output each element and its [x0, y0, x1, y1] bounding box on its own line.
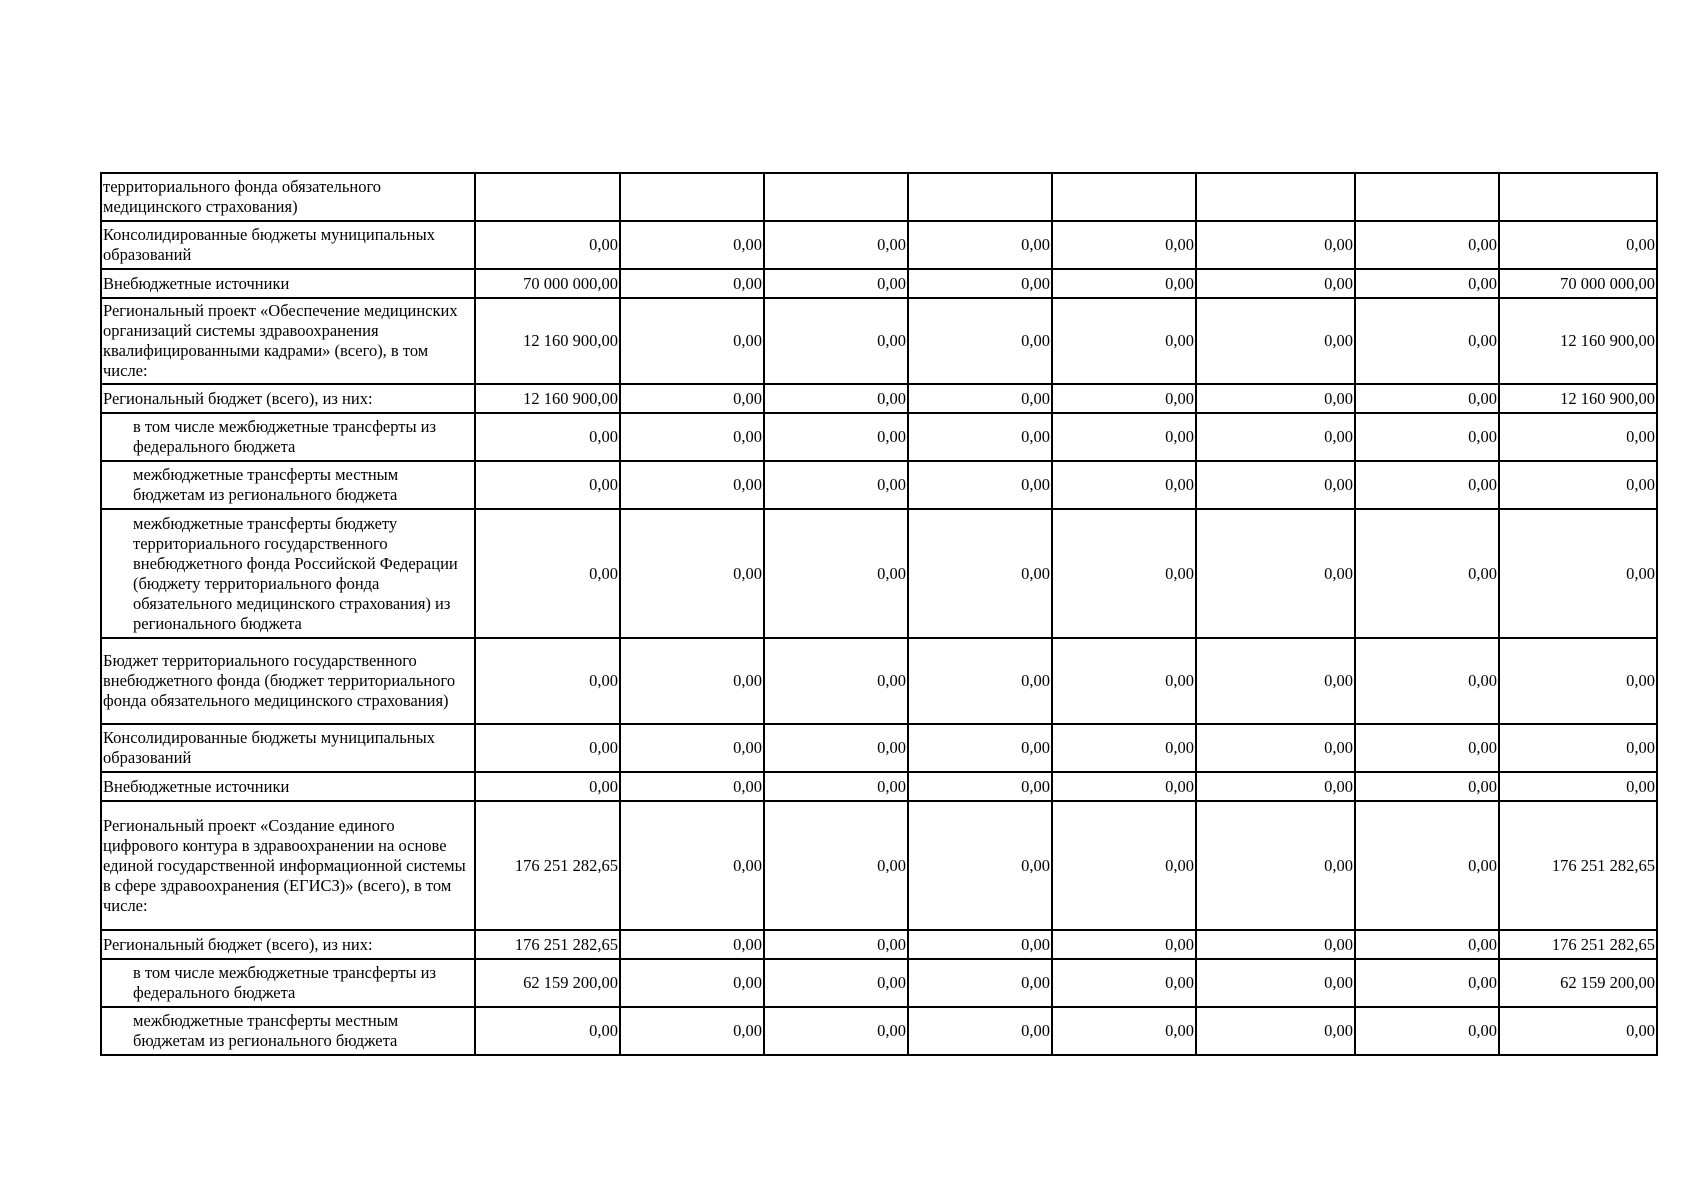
value-cell: 0,00: [1052, 930, 1196, 959]
row-label: межбюджетные трансферты местным бюджетам из регионального бюджета: [101, 1007, 475, 1055]
value-cell: 0,00: [1196, 384, 1355, 413]
value-cell: 0,00: [620, 509, 764, 638]
value-cell: 0,00: [1052, 959, 1196, 1007]
value-cell: [1499, 173, 1657, 221]
row-label: Консолидированные бюджеты муниципальных образований: [101, 221, 475, 269]
value-cell: 0,00: [1355, 269, 1499, 298]
value-cell: 0,00: [908, 221, 1052, 269]
value-cell: 0,00: [620, 461, 764, 509]
value-cell: 0,00: [764, 724, 908, 772]
value-cell: 0,00: [1052, 772, 1196, 801]
value-cell: 0,00: [1196, 638, 1355, 724]
value-cell: 70 000 000,00: [1499, 269, 1657, 298]
value-cell: 0,00: [908, 959, 1052, 1007]
row-label: Внебюджетные источники: [101, 772, 475, 801]
value-cell: 0,00: [1355, 461, 1499, 509]
value-cell: 0,00: [764, 298, 908, 384]
value-cell: 62 159 200,00: [475, 959, 620, 1007]
row-label: межбюджетные трансферты бюджету территориального государственного внебюджетного фонда Российской Федерации (бюджету территориального фонда обязательного медицинского страхования) из регионального бюджета: [101, 509, 475, 638]
value-cell: 0,00: [1196, 801, 1355, 930]
value-cell: 0,00: [620, 384, 764, 413]
value-cell: 0,00: [1052, 413, 1196, 461]
value-cell: 62 159 200,00: [1499, 959, 1657, 1007]
value-cell: 0,00: [1355, 509, 1499, 638]
value-cell: 0,00: [908, 269, 1052, 298]
value-cell: 0,00: [1196, 724, 1355, 772]
value-cell: 0,00: [908, 384, 1052, 413]
table-row: [101, 298, 1657, 384]
row-label: Региональный проект «Создание единого цифрового контура в здравоохранении на основе единой государственной информационной системы в сфере здравоохранения (ЕГИСЗ)» (всего), в том числе:: [101, 801, 475, 930]
value-cell: 0,00: [764, 269, 908, 298]
value-cell: 0,00: [908, 772, 1052, 801]
value-cell: 0,00: [1355, 801, 1499, 930]
table-row: [101, 638, 1657, 724]
value-cell: [1196, 173, 1355, 221]
value-cell: 0,00: [620, 930, 764, 959]
table-row: [101, 461, 1657, 509]
value-cell: 0,00: [1499, 221, 1657, 269]
value-cell: 12 160 900,00: [1499, 384, 1657, 413]
row-label: Региональный бюджет (всего), из них:: [101, 384, 475, 413]
value-cell: 0,00: [620, 221, 764, 269]
row-label: Региональный проект «Обеспечение медицинских организаций системы здравоохранения квалифицированными кадрами» (всего), в том числе:: [101, 298, 475, 384]
table-row: [101, 173, 1657, 221]
value-cell: 0,00: [1499, 509, 1657, 638]
value-cell: 12 160 900,00: [1499, 298, 1657, 384]
table-row: [101, 384, 1657, 413]
value-cell: 0,00: [764, 384, 908, 413]
value-cell: 0,00: [1355, 1007, 1499, 1055]
value-cell: 0,00: [764, 930, 908, 959]
value-cell: 0,00: [764, 1007, 908, 1055]
value-cell: 0,00: [620, 959, 764, 1007]
row-label: в том числе межбюджетные трансферты из федерального бюджета: [101, 413, 475, 461]
value-cell: 0,00: [1196, 1007, 1355, 1055]
value-cell: 12 160 900,00: [475, 298, 620, 384]
value-cell: 176 251 282,65: [1499, 930, 1657, 959]
value-cell: [1052, 173, 1196, 221]
value-cell: 0,00: [908, 638, 1052, 724]
value-cell: 0,00: [475, 221, 620, 269]
value-cell: 0,00: [620, 772, 764, 801]
value-cell: 0,00: [620, 724, 764, 772]
value-cell: 0,00: [1355, 221, 1499, 269]
value-cell: 0,00: [764, 413, 908, 461]
row-label: Внебюджетные источники: [101, 269, 475, 298]
table-row: [101, 509, 1657, 638]
value-cell: 0,00: [1355, 298, 1499, 384]
table-row: [101, 1007, 1657, 1055]
value-cell: 0,00: [908, 801, 1052, 930]
value-cell: 0,00: [1355, 413, 1499, 461]
value-cell: 0,00: [1196, 930, 1355, 959]
value-cell: 0,00: [1355, 959, 1499, 1007]
value-cell: 0,00: [620, 298, 764, 384]
value-cell: 0,00: [764, 461, 908, 509]
table-row: [101, 413, 1657, 461]
value-cell: 0,00: [475, 1007, 620, 1055]
value-cell: [1355, 173, 1499, 221]
value-cell: 176 251 282,65: [475, 801, 620, 930]
value-cell: 0,00: [620, 801, 764, 930]
value-cell: 0,00: [475, 509, 620, 638]
value-cell: 0,00: [475, 724, 620, 772]
value-cell: 0,00: [620, 413, 764, 461]
row-label: территориального фонда обязательного медицинского страхования): [101, 173, 475, 221]
value-cell: 0,00: [1052, 461, 1196, 509]
table-row: [101, 221, 1657, 269]
value-cell: 0,00: [620, 1007, 764, 1055]
value-cell: 0,00: [1196, 772, 1355, 801]
value-cell: [908, 173, 1052, 221]
value-cell: 0,00: [620, 269, 764, 298]
value-cell: 0,00: [908, 930, 1052, 959]
value-cell: 0,00: [764, 959, 908, 1007]
value-cell: 12 160 900,00: [475, 384, 620, 413]
value-cell: 0,00: [1052, 724, 1196, 772]
value-cell: 0,00: [1499, 772, 1657, 801]
value-cell: 0,00: [1196, 298, 1355, 384]
value-cell: 0,00: [908, 461, 1052, 509]
value-cell: 0,00: [1499, 413, 1657, 461]
table-row: [101, 724, 1657, 772]
value-cell: 0,00: [1499, 1007, 1657, 1055]
value-cell: 0,00: [1499, 461, 1657, 509]
value-cell: 0,00: [908, 509, 1052, 638]
value-cell: [620, 173, 764, 221]
value-cell: 0,00: [908, 1007, 1052, 1055]
value-cell: 0,00: [1052, 801, 1196, 930]
value-cell: 0,00: [1052, 638, 1196, 724]
value-cell: 0,00: [1355, 638, 1499, 724]
table-row: [101, 772, 1657, 801]
value-cell: 0,00: [764, 221, 908, 269]
value-cell: 0,00: [764, 638, 908, 724]
value-cell: 176 251 282,65: [475, 930, 620, 959]
budget-table-body: [101, 173, 1657, 1055]
table-row: [101, 959, 1657, 1007]
table-row: [101, 269, 1657, 298]
value-cell: 0,00: [1052, 509, 1196, 638]
row-label: межбюджетные трансферты местным бюджетам из регионального бюджета: [101, 461, 475, 509]
value-cell: 0,00: [1355, 930, 1499, 959]
value-cell: 0,00: [1052, 1007, 1196, 1055]
value-cell: 0,00: [1196, 269, 1355, 298]
value-cell: 0,00: [1355, 772, 1499, 801]
value-cell: 0,00: [1052, 384, 1196, 413]
value-cell: 0,00: [1196, 221, 1355, 269]
value-cell: 0,00: [908, 413, 1052, 461]
value-cell: 0,00: [1499, 638, 1657, 724]
value-cell: 176 251 282,65: [1499, 801, 1657, 930]
value-cell: 0,00: [1052, 298, 1196, 384]
value-cell: 0,00: [1196, 461, 1355, 509]
row-label: Региональный бюджет (всего), из них:: [101, 930, 475, 959]
value-cell: 0,00: [475, 461, 620, 509]
row-label: Консолидированные бюджеты муниципальных образований: [101, 724, 475, 772]
row-label: Бюджет территориального государственного внебюджетного фонда (бюджет территориального фонда обязательного медицинского страхования): [101, 638, 475, 724]
value-cell: 0,00: [1355, 724, 1499, 772]
value-cell: 0,00: [1355, 384, 1499, 413]
row-label: в том числе межбюджетные трансферты из федерального бюджета: [101, 959, 475, 1007]
value-cell: 0,00: [1052, 221, 1196, 269]
value-cell: [764, 173, 908, 221]
value-cell: 0,00: [1196, 413, 1355, 461]
value-cell: 0,00: [908, 724, 1052, 772]
value-cell: 0,00: [1052, 269, 1196, 298]
budget-table: [100, 172, 1658, 1056]
value-cell: 0,00: [1196, 509, 1355, 638]
value-cell: 0,00: [620, 638, 764, 724]
value-cell: 0,00: [908, 298, 1052, 384]
table-row: [101, 930, 1657, 959]
value-cell: 0,00: [764, 772, 908, 801]
value-cell: 0,00: [475, 638, 620, 724]
table-row: [101, 801, 1657, 930]
value-cell: 0,00: [1196, 959, 1355, 1007]
value-cell: 70 000 000,00: [475, 269, 620, 298]
value-cell: [475, 173, 620, 221]
value-cell: 0,00: [475, 413, 620, 461]
value-cell: 0,00: [475, 772, 620, 801]
value-cell: 0,00: [764, 509, 908, 638]
value-cell: 0,00: [1499, 724, 1657, 772]
value-cell: 0,00: [764, 801, 908, 930]
